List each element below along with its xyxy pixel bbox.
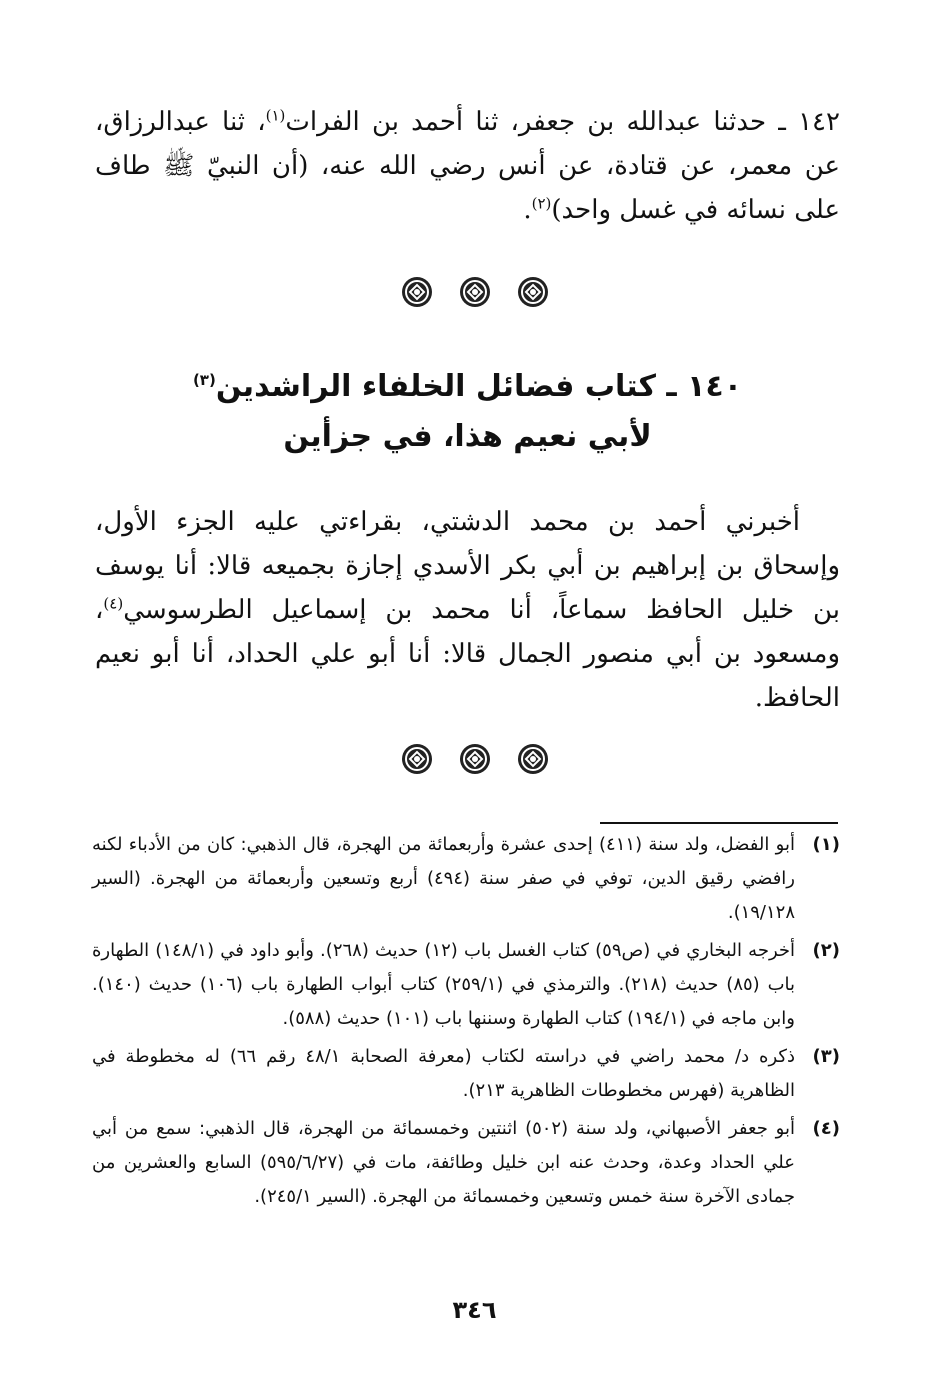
footnote-text: أخرجه البخاري في (ص٥٩) كتاب الغسل باب (١٢) حديث (٢٦٨). وأبو داود في (١٤٨/١) الطهارة باب (٨٥) حديث (٢١٨). والترمذي في (٢٥٩/١) كتاب أبواب الطهارة باب (١٠٦) حديث (١٤٠). وابن ماجه في (١٩٤/١) كتاب الطهارة وسننها باب (١٠١) حديث (٥٨٨).	[92, 940, 796, 1029]
footnote-item	[92, 828, 840, 930]
isnad-text-end: ، ومسعود بن أبي منصور الجمال قالا: أنا أبو علي الحداد، أنا أبو نعيم الحافظ.	[95, 595, 840, 713]
footnote-number: (١)	[812, 834, 840, 855]
footnote-number: (٣)	[812, 1046, 840, 1067]
section-subtitle: لأبي نعيم هذا، في جزأين	[283, 419, 652, 454]
footnote-number: (٤)	[812, 1118, 840, 1139]
footnote-text: أبو الفضل، ولد سنة (٤١١) إحدى عشرة وأربعمائة من الهجرة، قال الذهبي: كان من الأدباء لكنه رافضي رقيق الدين، توفي في صفر سنة (٤٩٤) أربع وتسعين وأربعمائة من الهجرة. (السير ١٩/١٢٨).	[92, 834, 795, 923]
isnad-text-start: أخبرني أحمد بن محمد الدشتي، بقراءتي عليه الجزء الأول، وإسحاق بن إبراهيم بن أبي بكر الأسدي إجازة بجميعه قالا: أنا يوسف بن خليل الحافظ سماعاً، أنا محمد بن إسماعيل الطرسوسي	[95, 507, 840, 625]
footnote-item	[92, 1112, 840, 1214]
hadith-142-text-start: ١٤٢ ـ حدثنا عبدالله بن جعفر، ثنا أحمد بن الفرات	[285, 107, 840, 137]
footnotes	[92, 828, 840, 1218]
section-heading-line-1	[95, 362, 840, 412]
footnote-ref-3[interactable]: (٣)	[192, 371, 216, 389]
hadith-142-text-end: .	[523, 195, 532, 225]
section-heading	[95, 362, 840, 462]
isnad-paragraph	[95, 500, 840, 720]
hadith-142-paragraph	[95, 100, 840, 232]
footnote-ref-1[interactable]: (١)	[265, 106, 286, 125]
footnote-text: ذكره د/ محمد راضي في دراسته لكتاب (معرفة الصحابة ٤٨/١ رقم ٦٦) له مخطوطة في الظاهرية (فهرس مخطوطات الظاهرية ٢١٣).	[92, 1046, 795, 1101]
section-title: ١٤٠ ـ كتاب فضائل الخلفاء الراشدين	[215, 369, 743, 404]
footnote-ref-4[interactable]: (٤)	[103, 594, 124, 613]
hadith-142-text-middle: ، ثنا عبدالرزاق، عن معمر، عن قتادة، عن أنس رضي الله عنه، (أن النبيّ ﷺ طاف على نسائه في غسل واحد)	[95, 107, 840, 225]
ornament-icon	[458, 275, 492, 309]
footnote-number: (٢)	[812, 940, 840, 961]
footnote-text: أبو جعفر الأصبهاني، ولد سنة (٥٠٢) اثنتين وخمسمائة من الهجرة، قال الذهبي: سمع من أبي علي الحداد وعدة، وحدث عنه ابن خليل وطائفة، مات في (٥٩٥/٦/٢٧) السابع والعشرين من جمادى الآخرة سنة خمس وتسعين وخمسمائة من الهجرة. (السير ٢٤٥/١).	[92, 1118, 795, 1207]
page-number: ٣٤٦	[452, 1296, 497, 1324]
section-separator-top	[0, 275, 949, 309]
ornament-icon	[458, 742, 492, 776]
footnote-item	[92, 934, 840, 1036]
footnote-item	[92, 1040, 840, 1108]
footnote-divider	[600, 822, 838, 824]
ornament-icon	[400, 742, 434, 776]
ornament-icon	[400, 275, 434, 309]
section-separator-bottom	[0, 742, 949, 776]
ornament-icon	[516, 275, 550, 309]
ornament-icon	[516, 742, 550, 776]
footnote-ref-2[interactable]: (٢)	[531, 194, 552, 213]
